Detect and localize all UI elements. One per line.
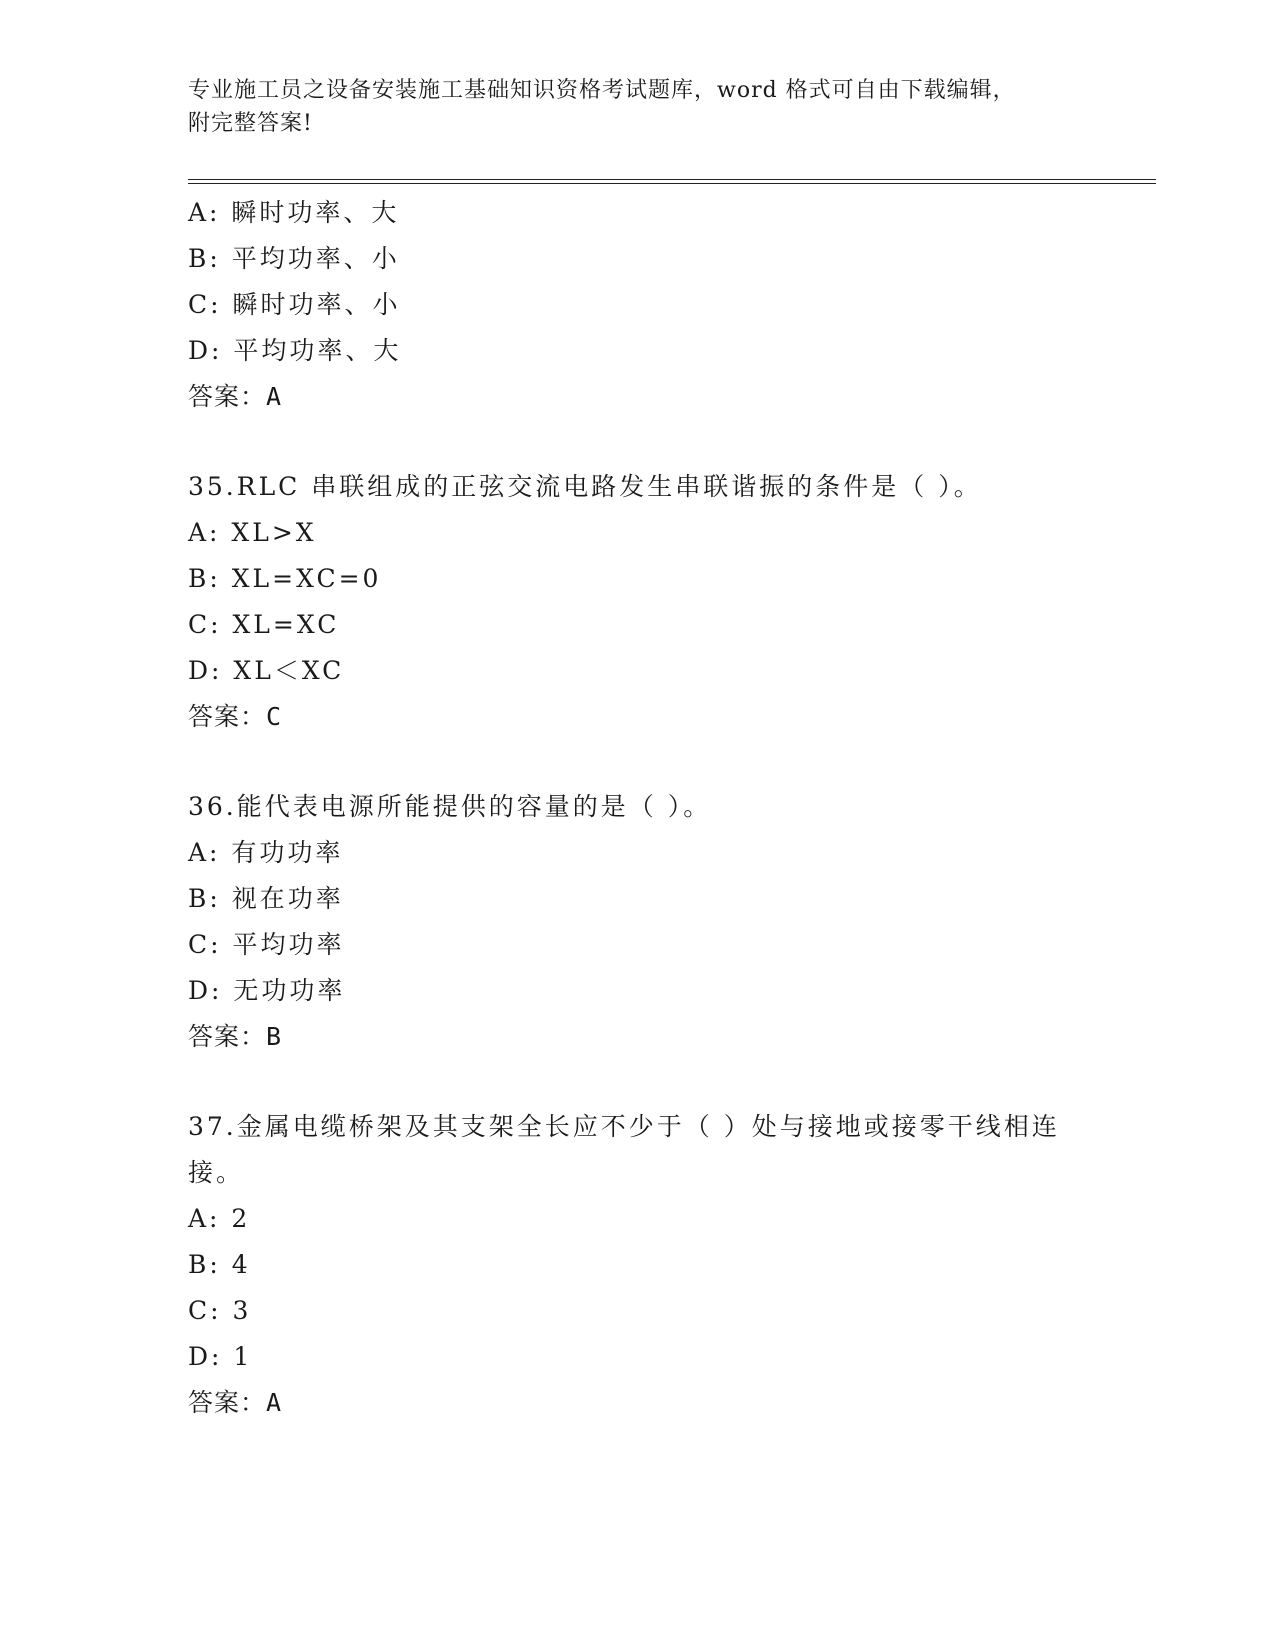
header-divider-top [188, 179, 1156, 180]
option-c: C: XL=XC [188, 610, 340, 639]
option-b: B: 4 [188, 1250, 251, 1279]
question-36-block [188, 784, 1148, 1060]
option-b: B: XL=XC=0 [188, 564, 382, 593]
option-d: D: XL＜XC [188, 656, 345, 685]
option-c: C: 平均功率 [188, 930, 345, 959]
option-a: A: 有功功率 [188, 838, 344, 867]
option-c: C: 瞬时功率、小 [188, 290, 401, 319]
question-text: 36.能代表电源所能提供的容量的是（ ）。 [188, 792, 712, 821]
question-37-block [188, 1104, 1148, 1426]
option-d: D: 无功功率 [188, 976, 346, 1005]
header-line-1: 专业施工员之设备安装施工基础知识资格考试题库，word 格式可自由下载编辑， [188, 78, 1016, 103]
answer-line: 答案：C [188, 702, 283, 731]
answer-line: 答案：A [188, 382, 283, 411]
option-d: D: 平均功率、大 [188, 336, 402, 365]
option-a: A: 瞬时功率、大 [188, 198, 400, 227]
question-spacer [188, 420, 1148, 464]
option-d: D: 1 [188, 1342, 253, 1371]
question-list [188, 190, 1148, 1426]
question-text: 35.RLC 串联组成的正弦交流电路发生串联谐振的条件是（ ）。 [188, 472, 982, 501]
option-c: C: 3 [188, 1296, 252, 1325]
question-spacer [188, 740, 1148, 784]
question-34-block [188, 190, 1148, 420]
header-divider-bottom [188, 183, 1156, 184]
option-a: A: 2 [188, 1204, 251, 1233]
question-text: 37.金属电缆桥架及其支架全长应不少于（ ）处与接地或接零干线相连接。 [188, 1112, 1060, 1187]
document-header [188, 74, 1108, 140]
header-line-2: 附完整答案! [188, 111, 313, 136]
answer-line: 答案：A [188, 1388, 283, 1417]
option-a: A: XL>X [188, 518, 317, 547]
option-b: B: 视在功率 [188, 884, 344, 913]
answer-line: 答案：B [188, 1022, 283, 1051]
question-spacer [188, 1060, 1148, 1104]
option-b: B: 平均功率、小 [188, 244, 400, 273]
question-35-block [188, 464, 1148, 740]
